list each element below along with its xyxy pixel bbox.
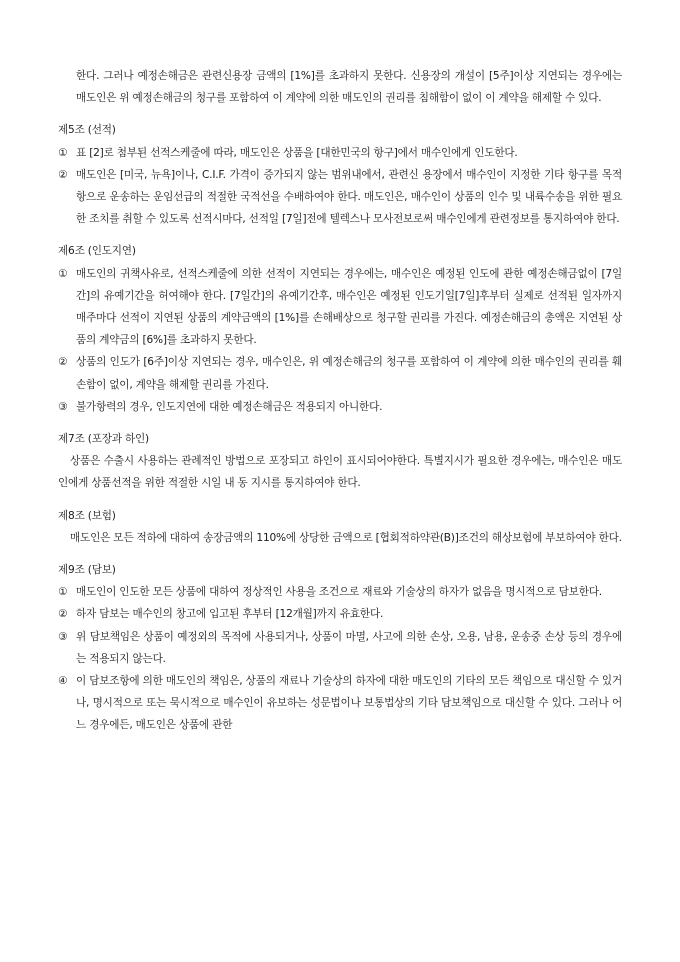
item-number: ② <box>58 356 68 369</box>
item-text: 매도인의 귀책사유로, 선적스케줄에 의한 선적이 지연되는 경우에는, 매수인은 예정된 인도에 관한 예정손해금없이 [7일간]의 유예기간을 허여해야 한다. [7일간]의 유예기간후, 매수인은 예정된 인도기일[7일]후부터 실제로 선적된 일자까지 매주마다 선적이 지연된 상품의 계약금액의 [1%]를 손해배상으로 청구할 권리를 가진다. 예정손해금의 총액은 지연된 상품의 계약금의 [6%]를 초과하지 못한다. <box>76 267 622 347</box>
article-item <box>58 626 622 670</box>
article-9 <box>58 559 622 737</box>
item-text: 상품의 인도가 [6주]이상 지연되는 경우, 매수인은, 위 예정손해금의 청구를 포함하여 이 계약에 의한 매수인의 권리를 훼손함이 없이, 계약을 해제할 권리를 가진다. <box>76 356 622 391</box>
article-title: 제5조 (선적) <box>58 124 116 137</box>
item-number: ① <box>58 267 68 280</box>
item-number: ③ <box>58 630 68 643</box>
item-text: 불가항력의 경우, 인도지연에 대한 예정손해금은 적용되지 아니한다. <box>76 400 383 413</box>
intro-continuation: 한다. 그러나 예정손해금은 관련신용장 금액의 [1%]를 초과하지 못한다. 신용장의 개설이 [5주]이상 지연되는 경우에는 매도인은 위 예정손해금의 청구를 포함하여 이 계약에 의한 매도인의 권리를 침해함이 없이 이 계약을 해제할 수 있다. <box>76 70 622 105</box>
article-8 <box>58 505 622 549</box>
article-title: 제6조 (인도지연) <box>58 245 136 258</box>
item-text: 표 [2]로 첨부된 선적스케줄에 따라, 매도인은 상품을 [대한민국의 항구]에서 매수인에게 인도한다. <box>76 146 518 159</box>
item-text: 매도인은 [미국, 뉴욕]이나, C.I.F. 가격이 증가되지 않는 범위내에서, 관련신 용장에서 매수인이 지정한 기타 항구를 목적항으로 운송하는 운임선급의 적절한 국적선을 수배하여야 한다. 매도인은, 매수인이 상품의 인수 및 내륙수송을 위한 필요한 조치를 취할 수 있도록 선적시마다, 선적일 [7일]전에 텔렉스나 모사전보로써 매수인에게 관련정보를 통지하여야 한다. <box>76 168 622 226</box>
article-item <box>58 351 622 395</box>
item-number: ③ <box>58 400 68 413</box>
article-paragraph: 매도인은 모든 적하에 대하여 송장금액의 110%에 상당한 금액으로 [협회적하약관(B)]조건의 해상보험에 부보하여야 한다. <box>70 531 622 544</box>
item-number: ④ <box>58 675 68 688</box>
item-text: 매도인이 인도한 모든 상품에 대하여 정상적인 사용을 조건으로 재료와 기술상의 하자가 없음을 명시적으로 담보한다. <box>76 586 602 599</box>
item-text: 위 담보책임은 상품이 예정외의 목적에 사용되거나, 상품이 마멸, 사고에 의한 손상, 오용, 남용, 운송중 손상 등의 경우에는 적용되지 않는다. <box>76 630 622 665</box>
article-5 <box>58 119 622 230</box>
item-number: ① <box>58 586 68 599</box>
item-text: 하자 담보는 매수인의 창고에 입고된 후부터 [12개월]까지 유효한다. <box>76 608 384 621</box>
article-item <box>58 670 622 737</box>
article-paragraph: 상품은 수출시 사용하는 관례적인 방법으로 포장되고 하인이 표시되어야한다. 특별지시가 필요한 경우에는, 매수인은 매도인에게 상품선적을 위한 적절한 시일 내 동 지시를 통지하여야 한다. <box>58 455 622 490</box>
article-item <box>58 581 622 603</box>
item-number: ② <box>58 608 68 621</box>
article-item <box>58 396 622 418</box>
article-item <box>58 263 622 352</box>
item-number: ② <box>58 168 68 181</box>
article-6 <box>58 240 622 418</box>
article-title: 제9조 (담보) <box>58 564 116 577</box>
item-text: 이 담보조항에 의한 매도인의 책임은, 상품의 재료나 기술상의 하자에 대한 매도인의 기타의 모든 책임으로 대신할 수 있거나, 명시적으로 또는 묵시적으로 매수인이 유보하는 성문법이나 보통법상의 기타 담보책임으로 대신할 수 있다. 그러나 어느 경우에든, 매도인은 상품에 관한 <box>76 675 622 732</box>
article-item <box>58 164 622 231</box>
item-number: ① <box>58 146 68 159</box>
article-item <box>58 142 622 164</box>
article-7 <box>58 428 622 495</box>
article-item <box>58 603 622 625</box>
article-title: 제8조 (보험) <box>58 509 116 522</box>
article-title: 제7조 (포장과 하인) <box>58 433 149 446</box>
